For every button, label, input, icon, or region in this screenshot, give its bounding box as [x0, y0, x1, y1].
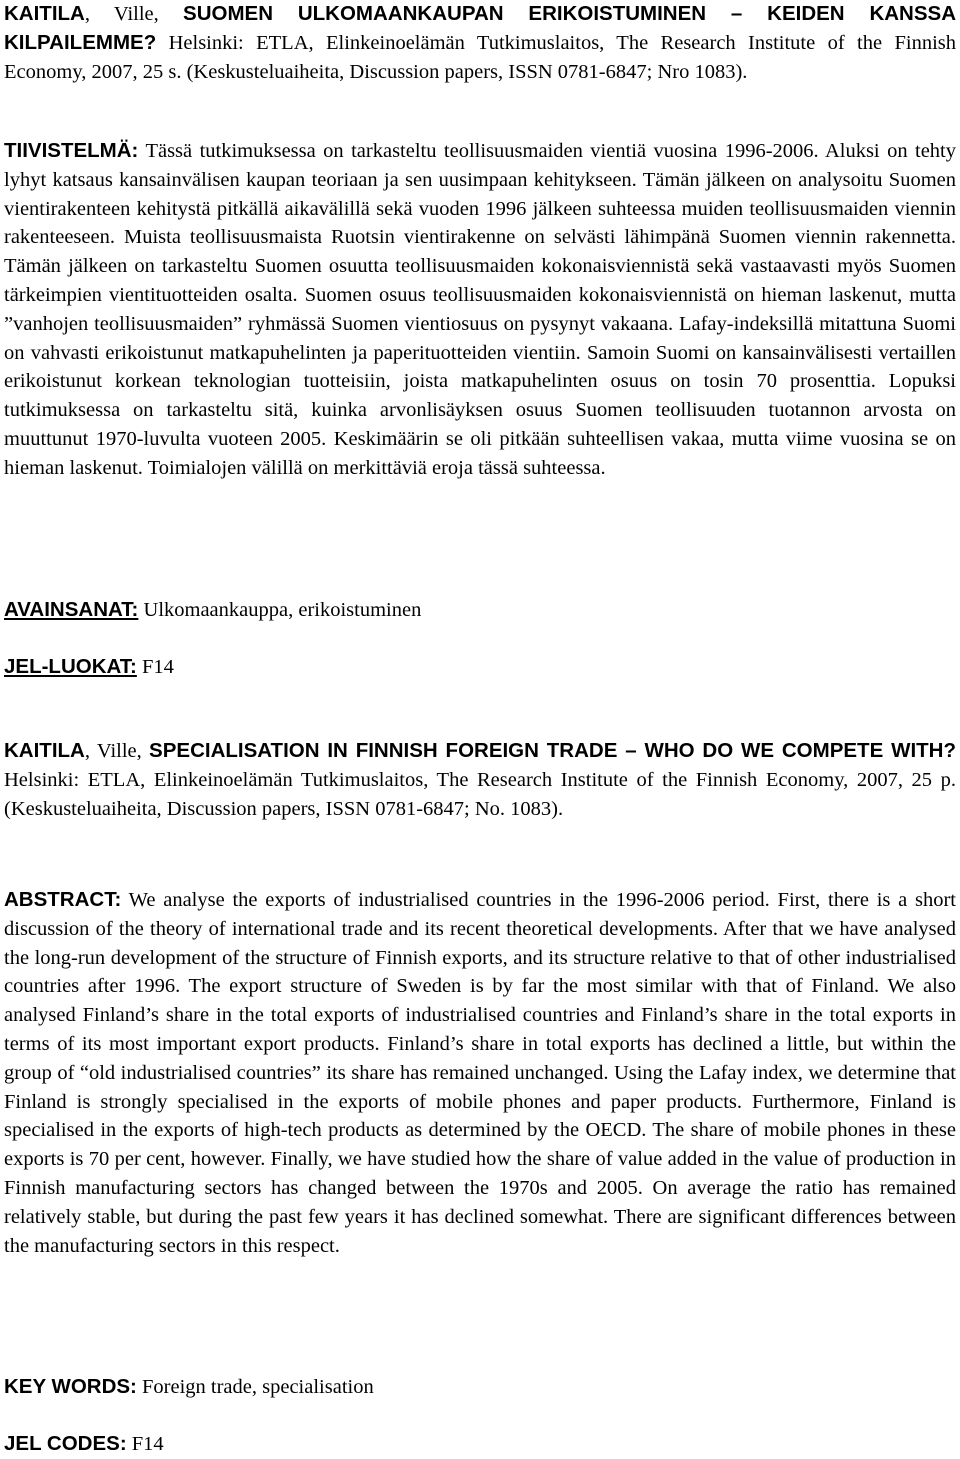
fi-citation-author: KAITILA: [4, 2, 85, 25]
en-citation-title: SPECIALISATION IN FINNISH FOREIGN TRADE – WHO DO WE COMPETE WITH?: [149, 739, 956, 762]
fi-keywords: [4, 596, 956, 625]
fi-abstract-text: Tässä tutkimuksessa on tarkasteltu teollisuusmaiden vientiä vuosina 1996-2006. Aluksi on tehty lyhyt katsaus kansainvälisen kaupan teoriaan ja sen uusimpaan kehitykseen. Tämän jälkeen on analysoitu Suomen vientirakenteen kehitystä pitkällä aikavälillä sekä vuoden 1996 jälkeen suhteessa muiden teollisuusmaiden viennin rakenteeseen. Muista teollisuusmaista Ruotsin vientirakenne on selvästi lähimpänä Suomen viennin rakennetta. Tämän jälkeen on tarkasteltu Suomen osuutta teollisuusmaiden kokonaisviennistä sekä vastaavasti myös Suomen tärkeimpien vientituotteiden osalta. Suomen osuus teollisuusmaiden kokonaisviennistä on hieman laskenut, mutta ”vanhojen teollisuusmaiden” ryhmässä Suomen vientiosuus on pysynyt vakaana. Lafay-indeksillä mitattuna Suomi on vahvasti erikoistunut matkapuhelinten ja paperituotteiden vientiin. Samoin Suomi on kansainvälisesti vertaillen erikoistunut korkean teknologian tuotteisiin, joista matkapuhelinten osuus on tosin 70 prosenttia. Lopuksi tutkimuksessa on tarkasteltu sitä, kuinka arvonlisäyksen osuus Suomen teollisuuden tuotannon arvosta on muuttunut 1970-luvulta vuoteen 2005. Keskimäärin se oli pitkään suhteellisen vakaa, mutta viime vuosina se on hieman laskenut. Toimialojen välillä on merkittäviä eroja tässä suhteessa.: [4, 140, 956, 479]
en-keywords-label: KEY WORDS:: [4, 1375, 137, 1398]
fi-keywords-label: AVAINSANAT:: [4, 598, 139, 621]
fi-jel-text: F14: [136, 656, 174, 678]
en-keywords-text: Foreign trade, specialisation: [136, 1376, 374, 1398]
fi-citation-given-name: , Ville,: [84, 3, 184, 25]
en-abstract-text: We analyse the exports of industrialised countries in the 1996-2006 period. First, there is a short discussion of the theory of international trade and its recent theoretical developments. After that we have analysed the long-run development of the structure of Finnish exports, and its structure relative to that of other industrialised countries after 1996. The export structure of Sweden is by far the most similar with that of Finland. We also analysed Finland’s share in the total exports of industrialised countries and Finland’s share in the total exports in terms of its most important export products. Finland’s share in total exports has declined a little, but within the group of “old industrialised countries” its share has remained unchanged. Using the Lafay index, we determine that Finland is strongly specialised in the exports of mobile phones and paper products. Furthermore, Finland is specialised in the exports of high-tech products as determined by the OECD. The share of mobile phones in these exports is 70 per cent, however. Finally, we have studied how the share of value added in the value of production in Finnish manufacturing sectors has changed between the 1970s and 2005. On average the ratio has remained relatively stable, but during the past few years it has declined somewhat. There are significant differences between the manufacturing sectors in this respect.: [4, 889, 956, 1257]
fi-citation: [4, 0, 956, 86]
en-abstract: [4, 886, 956, 1260]
en-jel-codes: [4, 1430, 956, 1459]
fi-keywords-text: Ulkomaankauppa, erikoistuminen: [138, 599, 422, 621]
en-abstract-label: ABSTRACT:: [4, 888, 122, 911]
en-keywords: [4, 1373, 956, 1402]
fi-jel-codes: [4, 653, 956, 682]
en-jel-text: F14: [126, 1433, 164, 1455]
fi-citation-details: Helsinki: ETLA, Elinkeinoelämän Tutkimuslaitos, The Research Institute of the Finnish Economy, 2007, 25 s. (Keskusteluaiheita, Discussion papers, ISSN 0781-6847; Nro 1083).: [4, 31, 956, 83]
fi-citation-title: SUOMEN ULKOMAANKAUPAN ERIKOISTUMINEN – KEIDEN KANSSA KILPAILEMME?: [4, 2, 957, 54]
fi-jel-label: JEL-LUOKAT:: [4, 655, 137, 678]
fi-abstract: [4, 137, 956, 483]
fi-abstract-label: TIIVISTELMÄ:: [4, 139, 139, 162]
en-citation-author: KAITILA: [4, 739, 85, 762]
en-citation-details: Helsinki: ETLA, Elinkeinoelämän Tutkimuslaitos, The Research Institute of the Finnish Economy, 2007, 25 p. (Keskusteluaiheita, Discussion papers, ISSN 0781-6847; No. 1083).: [4, 768, 956, 820]
en-jel-label: JEL CODES:: [4, 1432, 127, 1455]
en-citation-given-name: , Ville,: [84, 740, 150, 762]
en-citation: [4, 737, 956, 823]
